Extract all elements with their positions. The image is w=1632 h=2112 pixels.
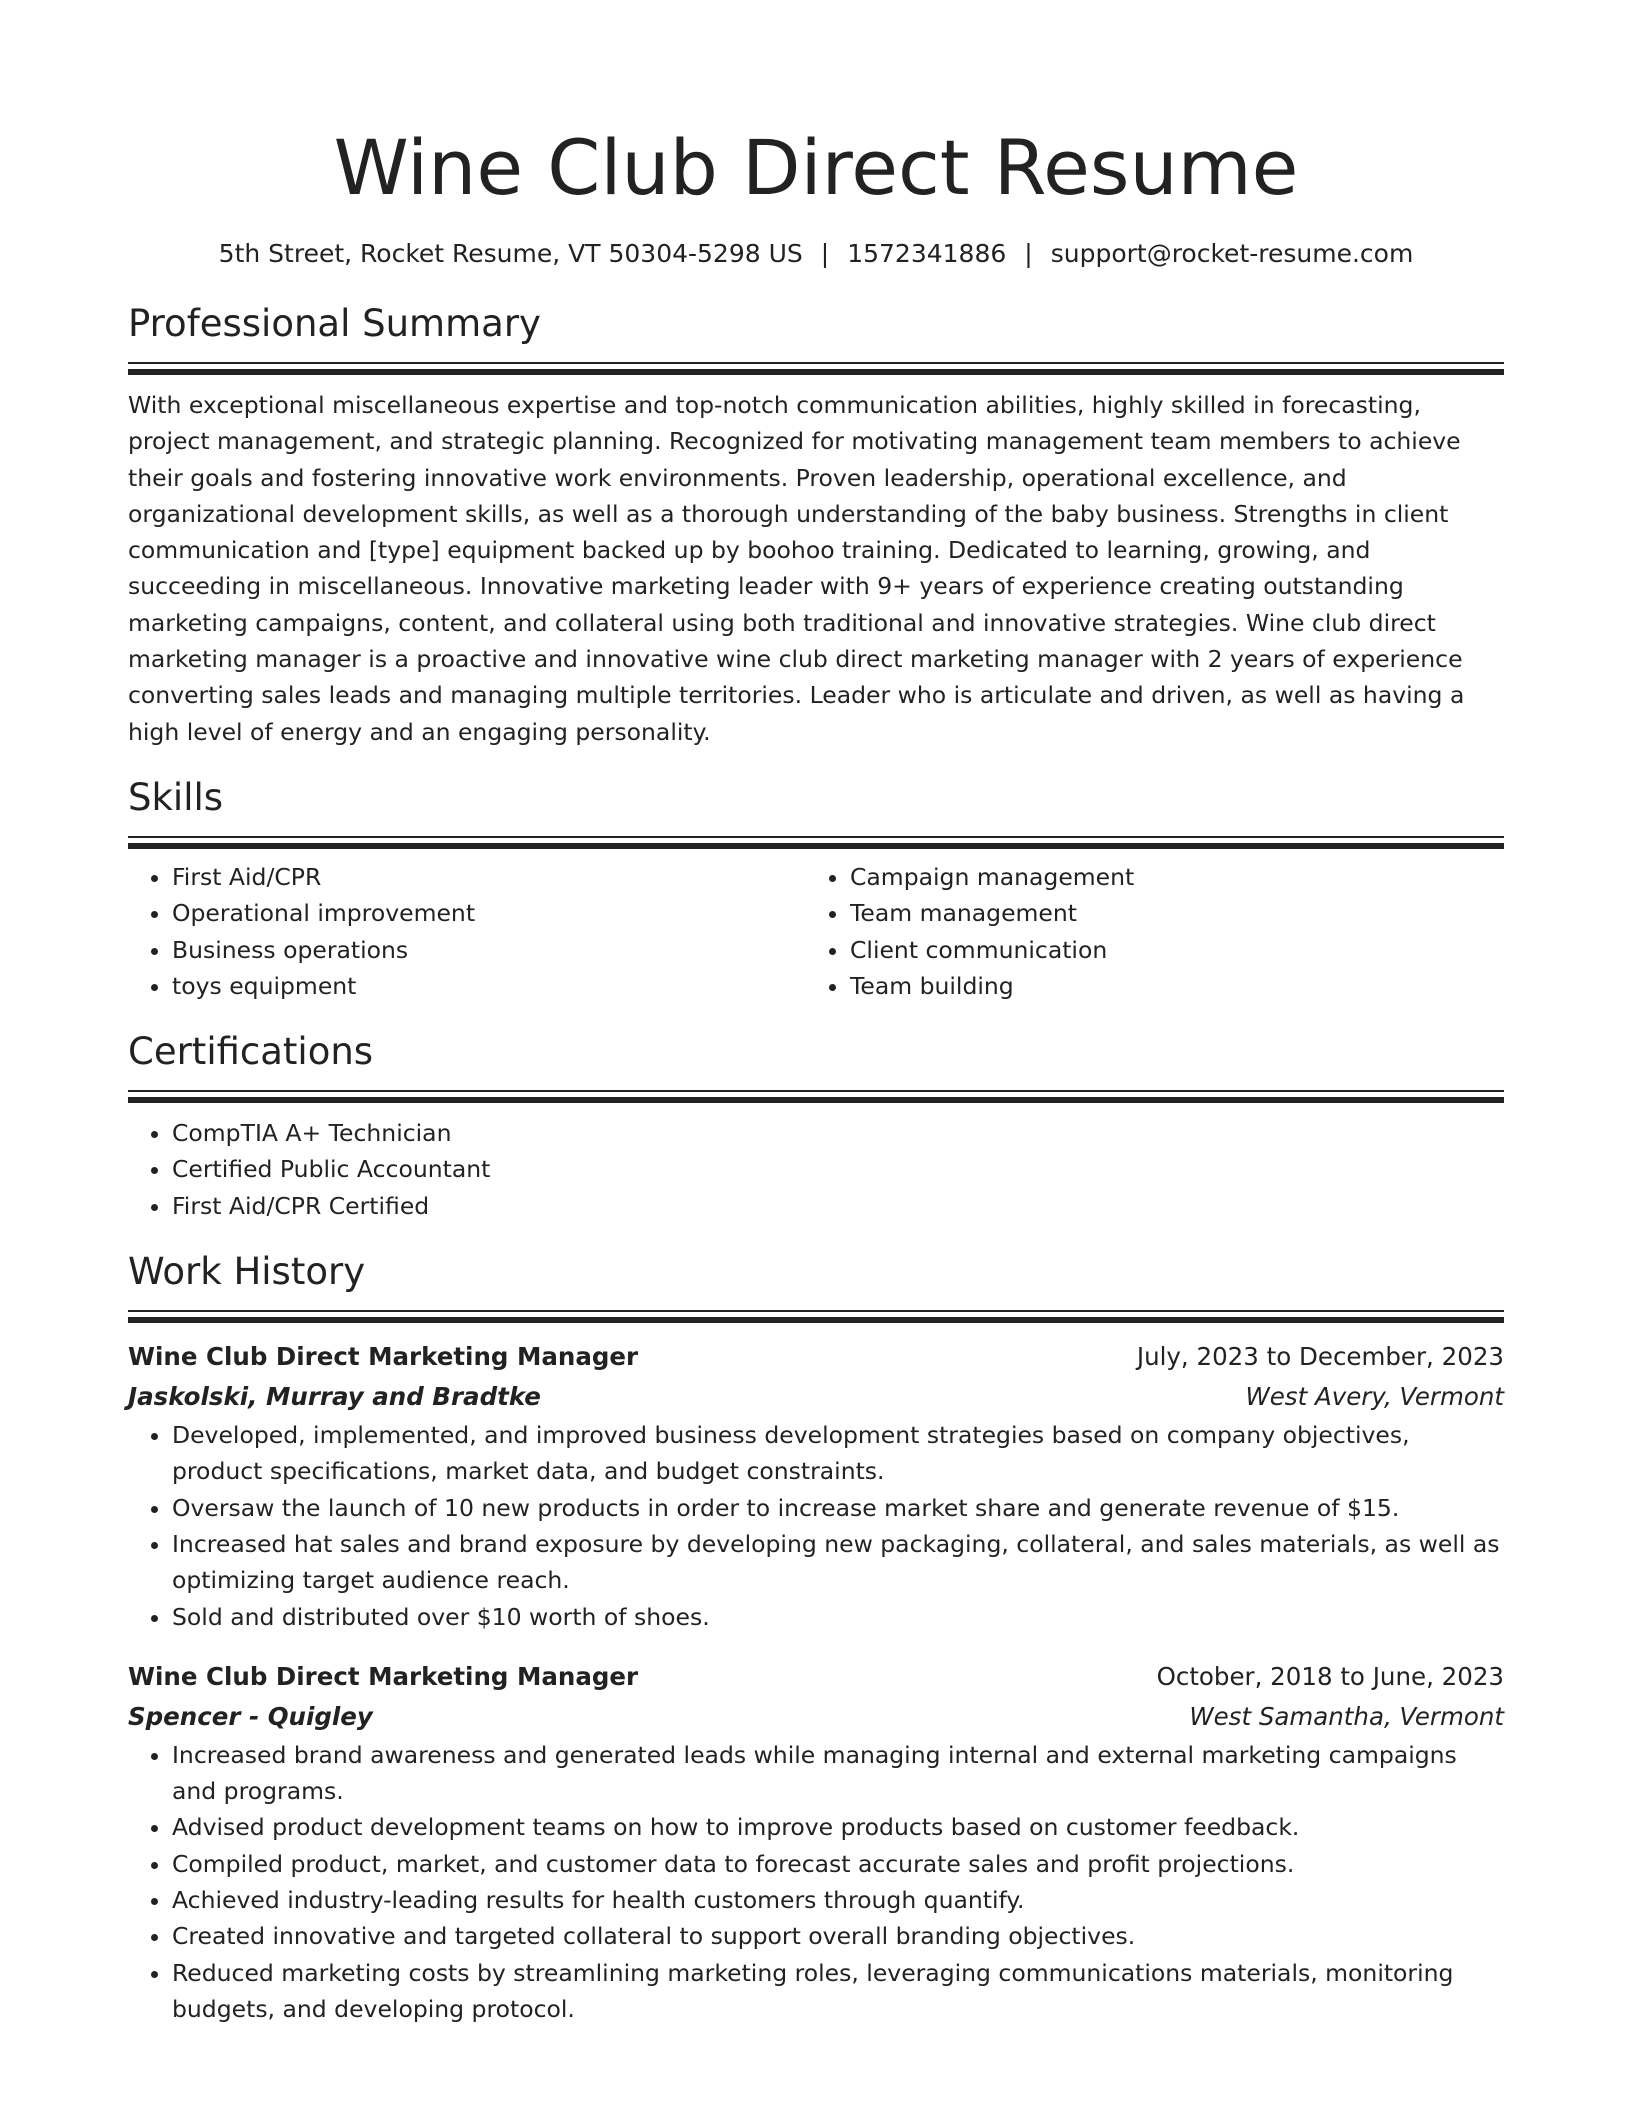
skill-item: • First Aid/CPR: [172, 859, 806, 895]
skills-columns: [128, 859, 1504, 1004]
job-subheader: [128, 1377, 1504, 1417]
job-subheader: [128, 1697, 1504, 1737]
job-bullet: • Reduced marketing costs by streamlining marketing roles, leveraging communications materials, monitoring budgets, and developing protocol.: [172, 1955, 1504, 2028]
skill-item: • Client communication: [850, 932, 1484, 968]
contact-phone: 1572341886: [847, 239, 1007, 268]
contact-email: support@rocket-resume.com: [1050, 239, 1414, 268]
job-bullet: • Advised product development teams on how to improve products based on customer feedback.: [172, 1809, 1504, 1845]
skills-right-column: [806, 859, 1484, 1004]
work-history-heading: Work History: [128, 1250, 366, 1294]
job-bullet: • Created innovative and targeted collateral to support overall branding objectives.: [172, 1918, 1504, 1954]
job-bullet: • Compiled product, market, and customer data to forecast accurate sales and profit projections.: [172, 1846, 1504, 1882]
resume-title: Wine Club Direct Resume: [333, 123, 1299, 212]
section-divider-thick: [128, 369, 1504, 375]
skill-item: • Team building: [850, 968, 1484, 1004]
job-header: [128, 1337, 1504, 1377]
resume-page: [128, 0, 1504, 2027]
certifications-section: [128, 1028, 1504, 1224]
job-bullet: • Achieved industry-leading results for health customers through quantify.: [172, 1882, 1504, 1918]
section-divider: [128, 1310, 1504, 1312]
skill-item: • Campaign management: [850, 859, 1484, 895]
job-entry: [128, 1337, 1504, 1635]
section-divider-thick: [128, 843, 1504, 849]
skills-section: [128, 774, 1504, 1004]
job-dates: July, 2023 to December, 2023: [1136, 1342, 1504, 1372]
section-divider-thick: [128, 1097, 1504, 1103]
skill-item: • Business operations: [172, 932, 806, 968]
job-company: Jaskolski, Murray and Bradtke: [128, 1382, 541, 1412]
summary-heading: Professional Summary: [128, 302, 541, 345]
job-bullets: [128, 1737, 1504, 2027]
skill-item: • toys equipment: [172, 968, 806, 1004]
work-history-section: [128, 1248, 1504, 2027]
job-title: Wine Club Direct Marketing Manager: [128, 1661, 639, 1691]
contact-separator: |: [1024, 239, 1033, 268]
job-header: [128, 1657, 1504, 1697]
contact-address: 5th Street, Rocket Resume, VT 50304-5298 US: [218, 239, 803, 268]
contact-line: [128, 238, 1504, 270]
job-dates: October, 2018 to June, 2023: [1156, 1661, 1504, 1691]
job-bullet: • Developed, implemented, and improved business development strategies based on company objectives, product specifications, market data, and budget constraints.: [172, 1417, 1504, 1490]
certification-item: • First Aid/CPR Certified: [172, 1188, 1504, 1224]
job-location: West Samantha, Vermont: [1189, 1701, 1504, 1731]
certification-item: • Certified Public Accountant: [172, 1151, 1504, 1187]
job-bullet: • Sold and distributed over $10 worth of shoes.: [172, 1599, 1504, 1635]
job-entry: [128, 1657, 1504, 2027]
skill-item: • Team management: [850, 895, 1484, 931]
section-divider: [128, 362, 1504, 364]
job-bullets: [128, 1417, 1504, 1635]
job-location: West Avery, Vermont: [1245, 1382, 1504, 1412]
skills-left-column: [128, 859, 806, 1004]
job-bullet: • Oversaw the launch of 10 new products in order to increase market share and generate revenue of $15.: [172, 1490, 1504, 1526]
skill-item: • Operational improvement: [172, 895, 806, 931]
job-company: Spencer - Quigley: [128, 1701, 373, 1731]
section-divider: [128, 836, 1504, 838]
certification-item: • CompTIA A+ Technician: [172, 1115, 1504, 1151]
certifications-heading: Certifications: [128, 1030, 374, 1074]
certifications-list: [128, 1115, 1504, 1224]
summary-text: With exceptional miscellaneous expertise and top-notch communication abilities, highly skilled in forecasting, project management, and strategic planning. Recognized for motivating management team members to achieve their goals and fostering innovative work environments. Proven leadership, operational excellence, and organizational development skills, as well as a thorough understanding of the baby business. Strengths in client communication and [type] equipment backed up by boohoo training. Dedicated to learning, growing, and succeeding in miscellaneous. Innovative marketing leader with 9+ years of experience creating outstanding marketing campaigns, content, and collateral using both traditional and innovative strategies. Wine club direct marketing manager is a proactive and innovative wine club direct marketing manager with 2 years of experience converting sales leads and managing multiple territories. Leader who is articulate and driven, as well as having a high level of energy and an engaging personality.: [128, 391, 1465, 746]
contact-separator: |: [820, 239, 830, 268]
job-bullet: • Increased hat sales and brand exposure by developing new packaging, collateral, and sales materials, as well as optimizing target audience reach.: [172, 1526, 1504, 1599]
section-divider-thick: [128, 1317, 1504, 1323]
section-divider: [128, 1090, 1504, 1092]
job-title: Wine Club Direct Marketing Manager: [128, 1342, 639, 1372]
summary-section: [128, 300, 1504, 750]
job-bullet: • Increased brand awareness and generated leads while managing internal and external marketing campaigns and programs.: [172, 1737, 1504, 1810]
skills-heading: Skills: [128, 775, 224, 819]
